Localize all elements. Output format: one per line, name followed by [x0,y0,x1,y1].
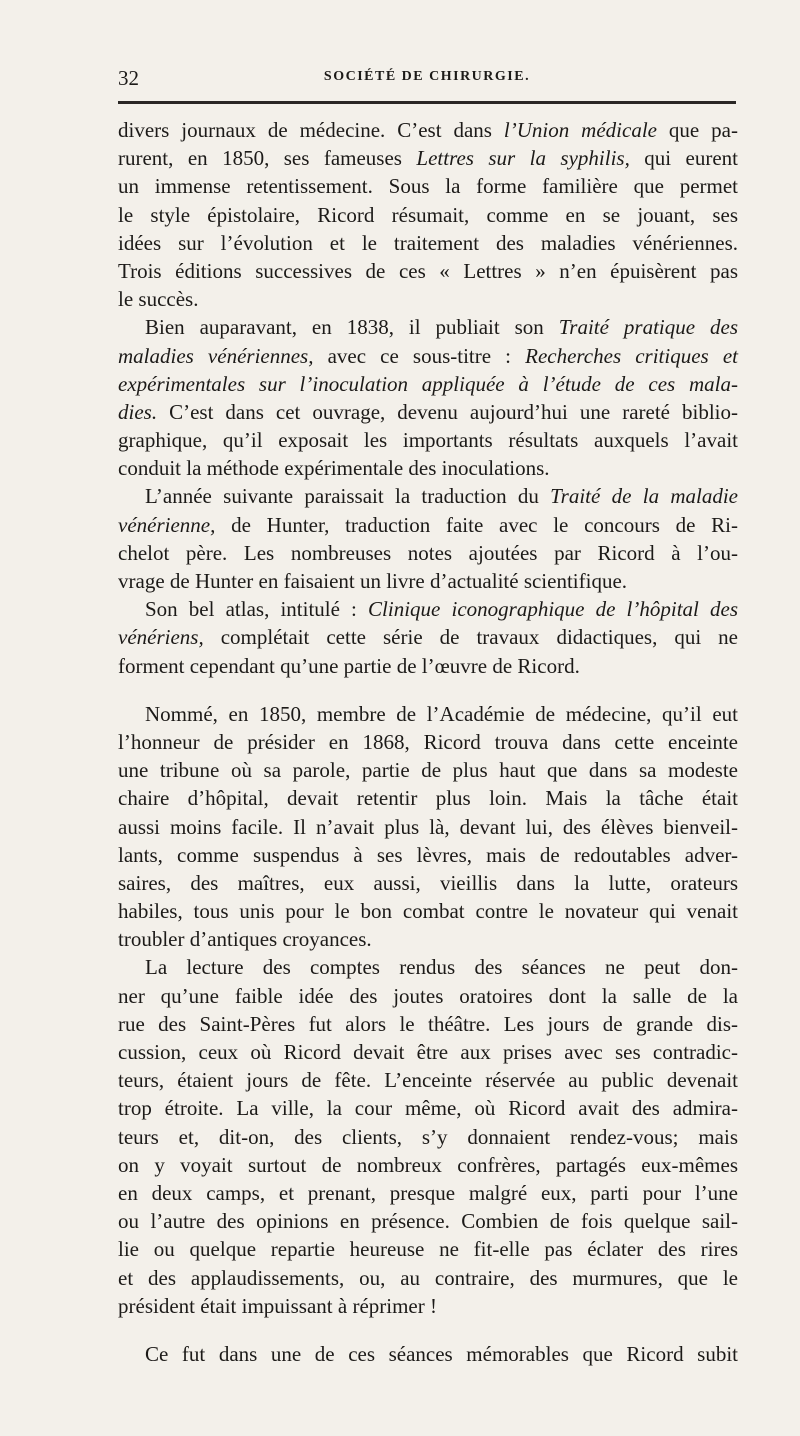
text-line: teurs et, dit-on, des clients, s’y donnaient rendez-vous; mais [118,1124,738,1149]
text-line: troubler d’antiques croyances. [118,927,372,952]
text-line: La lecture des comptes rendus des séances ne peut don- [145,955,738,980]
text-line: chaire d’hôpital, devait retentir plus loin. Mais la tâche était [118,786,738,811]
text-line: chelot père. Les nombreuses notes ajoutées par Ricord à l’ou- [118,540,738,565]
text-line: vrage de Hunter en faisaient un livre d’actualité scientifique. [118,569,628,593]
text-line: l’honneur de présider en 1868, Ricord trouva dans cette enceinte [118,729,738,754]
text-line: ner qu’une faible idée des joutes oratoires dont la salle de la [118,983,738,1008]
running-header [118,66,736,94]
italic-title: Traité pratique des [558,315,739,340]
text-line: vénérienne, de Hunter, traduction faite avec le concours de Ri- [118,512,738,537]
text-line: L’année suivante paraissait la traduction du Traité de la maladie [145,484,739,509]
text-line: en deux camps, et prenant, presque malgré eux, parti pour l’une [118,1180,738,1205]
italic-title: Traité de la maladie [550,484,739,509]
italic-title: l’Union médicale [503,118,657,142]
text-line: idées sur l’évolution et le traitement des maladies vénériennes. [118,230,738,255]
text-line: Son bel atlas, intitulé : Clinique iconographique de l’hôpital des [145,597,738,622]
italic-title: maladies vénériennes, [118,343,314,368]
text-line: dies. C’est dans cet ouvrage, devenu aujourd’hui une rareté biblio- [118,399,738,424]
text-line: président était impuissant à réprimer ! [118,1293,437,1318]
running-title: SOCIÉTÉ DE CHIRURGIE. [323,69,531,84]
italic-title: expérimentales sur l’inoculation appliquée à l’étude de ces mala- [118,371,738,396]
text-line: le style épistolaire, Ricord résumait, comme en se jouant, ses [118,202,738,227]
text-line: Bien auparavant, en 1838, il publiait son Traité pratique des [145,315,739,340]
paragraph-gap [118,1320,738,1340]
italic-title: vénérienne, [118,512,216,537]
text-line: le succès. [118,287,199,312]
italic-title: dies. [118,399,158,424]
text-line: une tribune où sa parole, partie de plus haut que dans sa modeste [118,758,738,783]
text-line: aussi moins facile. Il n’avait plus là, devant lui, des élèves bienveil- [118,814,738,839]
text-line: graphique, qu’il exposait les importants résultats auxquels l’avait [118,428,738,453]
text-line: et des applaudissements, ou, au contraire, des murmures, que le [118,1265,738,1290]
italic-title: vénériens, [118,625,204,650]
text-line: Ce fut dans une de ces séances mémorables que Ricord subit [145,1341,738,1366]
text-line: vénériens, complétait cette série de travaux didactiques, qui ne [118,625,738,650]
body-text [118,116,738,1368]
italic-title: Clinique iconographique de l’hôpital des [368,597,738,622]
text-line: lie ou quelque repartie heureuse ne fit-elle pas éclater des rires [118,1237,738,1262]
text-line: on y voyait surtout de nombreux confrères, partagés eux-mêmes [118,1152,738,1177]
paragraph-gap [118,680,738,700]
text-line: rurent, en 1850, ses fameuses Lettres sur la syphilis, qui eurent [118,146,739,171]
italic-title: Lettres sur la syphilis, [416,146,630,171]
text-line [118,370,738,398]
text-line: forment cependant qu’une partie de l’œuvre de Ricord. [118,653,580,678]
text-line: rue des Saint-Pères fut alors le théâtre. Les jours de grande dis- [118,1011,738,1036]
text-line: teurs, étaient jours de fête. L’enceinte réservée au public devenait [118,1068,738,1093]
text-line: Nommé, en 1850, membre de l’Académie de médecine, qu’il eut [145,701,738,726]
text-line: habiles, tous unis pour le bon combat contre le novateur qui venait [118,899,738,924]
text-line: ou l’autre des opinions en présence. Combien de fois quelque sail- [118,1209,738,1234]
text-line: maladies vénériennes, avec ce sous-titre : Recherches critiques et [118,343,738,368]
text-line: lants, comme suspendus à ses lèvres, mais de redoutables adver- [118,842,738,867]
italic-title: Recherches critiques et [525,343,738,368]
text-line: saires, des maîtres, eux aussi, vieillis dans la lutte, orateurs [118,870,738,895]
text-line: un immense retentissement. Sous la forme familière que permet [118,174,738,199]
page-number: 32 [118,66,139,90]
text-line: Trois éditions successives de ces « Lettres » n’en épuisèrent pas [118,258,738,283]
header-rule [118,101,736,104]
text-line: conduit la méthode expérimentale des inoculations. [118,456,550,481]
text-line: cussion, ceux où Ricord devait être aux prises avec ses contradic- [118,1040,738,1064]
text-line: divers journaux de médecine. C’est dans l’Union médicale que pa- [118,118,738,142]
text-line: trop étroite. La ville, la cour même, où Ricord avait des admira- [118,1096,738,1121]
